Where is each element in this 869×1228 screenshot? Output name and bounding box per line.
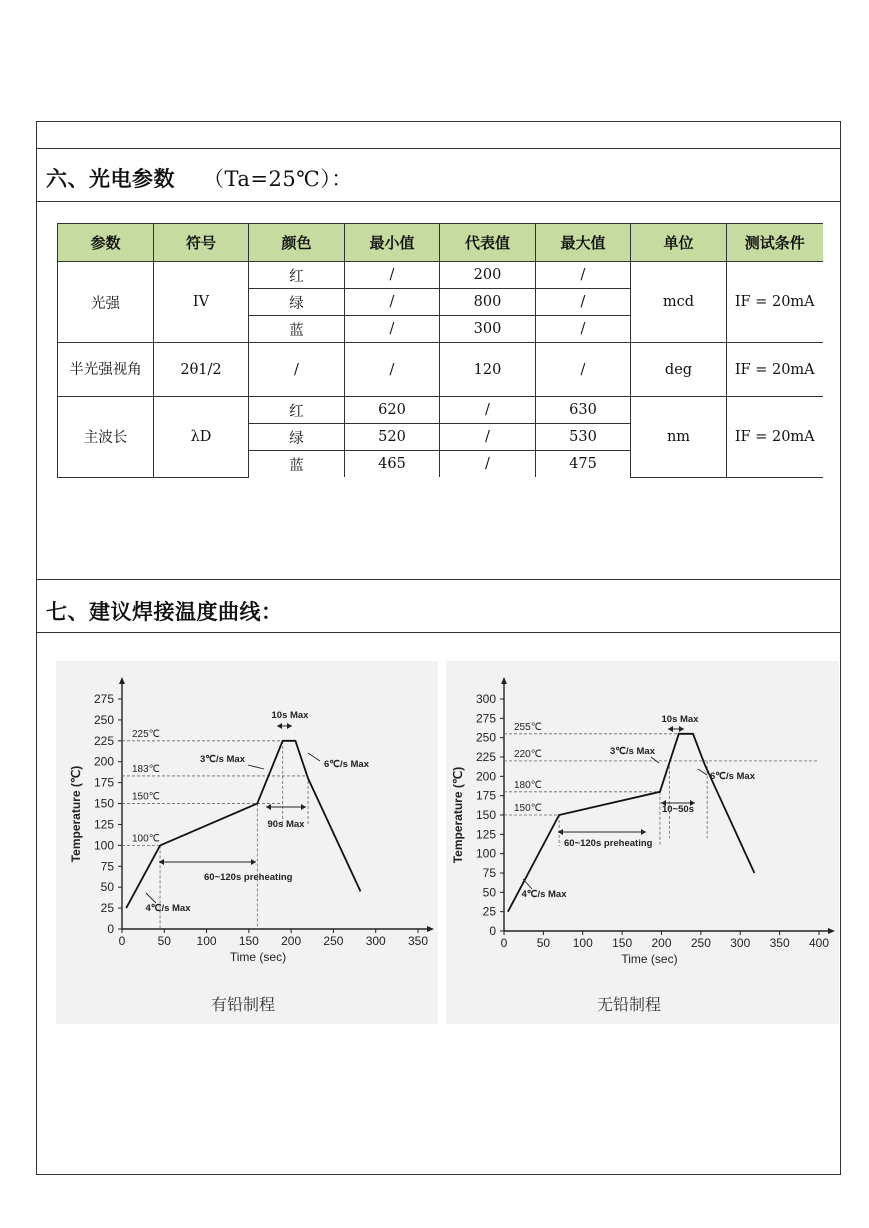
divider [36, 579, 841, 580]
reference-label: 220℃ [514, 748, 542, 760]
col-header: 符号 [154, 224, 249, 262]
symbol-cell: λD [154, 397, 249, 478]
y-tick-label: 125 [475, 827, 496, 842]
param-cell: 光强 [58, 262, 154, 343]
reference-label: 225℃ [132, 728, 160, 740]
annotation-label: 3℃/s Max [610, 746, 655, 757]
chart-caption: 无铅制程 [597, 995, 662, 1014]
condition-cell: IF = 20mA [727, 343, 823, 397]
y-axis-label: Temperature (℃) [451, 766, 465, 864]
x-tick-label: 200 [281, 934, 302, 948]
annotation-label: 10s Max [271, 710, 309, 721]
y-tick-label: 150 [475, 808, 496, 822]
x-tick-label: 50 [157, 934, 171, 948]
y-tick-label: 100 [475, 846, 496, 861]
y-tick-label: 75 [100, 859, 114, 874]
col-header: 单位 [631, 224, 727, 262]
x-tick-label: 250 [690, 936, 711, 950]
y-tick-label: 275 [475, 711, 496, 726]
col-header: 代表值 [440, 224, 536, 262]
section-title: 七、建议焊接温度曲线： [46, 600, 283, 624]
x-axis-arrow-icon [828, 928, 835, 934]
test-condition: （Ta=25℃）： [203, 167, 353, 191]
annotation-label: 10~50s [662, 804, 694, 815]
annotation-arrow [308, 753, 320, 761]
annotation-arrow [698, 769, 707, 775]
reference-label: 100℃ [132, 833, 160, 845]
table-row [58, 397, 823, 424]
max-cell: / [536, 262, 631, 289]
annotation-label: 4℃/s Max [521, 889, 567, 900]
y-tick-label: 175 [475, 788, 496, 803]
y-tick-label: 300 [475, 692, 496, 706]
x-tick-label: 300 [730, 936, 751, 950]
min-cell: 465 [345, 451, 440, 478]
min-cell: / [345, 343, 440, 397]
annotation-arrow [248, 765, 264, 769]
y-tick-label: 200 [475, 769, 496, 784]
y-tick-label: 25 [482, 904, 496, 919]
section-heading-soldering [46, 596, 283, 626]
annotation-arrow [146, 893, 156, 903]
unit-cell: nm [631, 397, 727, 478]
x-tick-label: 100 [196, 934, 217, 948]
section-heading-photoelectric [46, 163, 353, 193]
symbol-cell: 2θ1/2 [154, 343, 249, 397]
table-header-row [58, 224, 823, 262]
annotation-label: 4℃/s Max [145, 903, 191, 914]
min-cell: / [345, 316, 440, 343]
color-cell: 绿 [249, 424, 345, 451]
y-tick-label: 125 [93, 817, 114, 832]
param-cell: 主波长 [58, 397, 154, 478]
y-tick-label: 50 [482, 885, 496, 900]
leaded-reflow-chart [56, 661, 438, 1024]
color-cell: 红 [249, 397, 345, 424]
annotation-arrow [523, 879, 532, 889]
x-axis-label: Time (sec) [229, 950, 287, 964]
col-header: 颜色 [249, 224, 345, 262]
y-tick-label: 0 [489, 924, 496, 938]
annotation-label: 60~120s preheating [564, 838, 653, 849]
y-tick-label: 75 [482, 866, 496, 880]
x-axis-label: Time (sec) [621, 952, 678, 966]
y-tick-label: 100 [93, 838, 114, 853]
param-cell: 半光强视角 [58, 343, 154, 397]
y-tick-label: 0 [107, 922, 114, 936]
typ-cell: / [440, 451, 536, 478]
col-header: 测试条件 [727, 224, 823, 262]
x-tick-label: 200 [651, 936, 672, 950]
section-title: 六、光电参数 [46, 167, 175, 191]
x-tick-label: 100 [572, 936, 593, 950]
y-axis-label: Temperature (℃) [69, 765, 83, 863]
typ-cell: / [440, 424, 536, 451]
table-row [58, 343, 823, 397]
divider [36, 148, 841, 149]
annotation-label: 90s Max [267, 819, 305, 830]
y-tick-label: 200 [93, 754, 114, 769]
annotation-label: 60~120s preheating [204, 872, 293, 883]
x-tick-label: 350 [407, 934, 429, 948]
min-cell: / [345, 289, 440, 316]
min-cell: 520 [345, 424, 440, 451]
condition-cell: IF = 20mA [727, 262, 823, 343]
reference-label: 183℃ [132, 763, 160, 775]
y-tick-label: 175 [93, 775, 114, 790]
unit-cell: mcd [631, 262, 727, 343]
annotation-label: 6℃/s Max [710, 771, 755, 782]
reference-label: 255℃ [514, 721, 542, 733]
annotation-arrow [651, 757, 659, 763]
condition-cell: IF = 20mA [727, 397, 823, 478]
max-cell: 475 [536, 451, 631, 478]
typ-cell: 120 [440, 343, 536, 397]
chart-caption: 有铅制程 [211, 995, 276, 1014]
x-axis-arrow-icon [427, 926, 434, 932]
y-tick-label: 225 [93, 733, 114, 748]
color-cell: / [249, 343, 345, 397]
symbol-cell: IV [154, 262, 249, 343]
y-tick-label: 225 [475, 750, 496, 764]
leaded-profile-panel [56, 661, 438, 1024]
x-tick-label: 50 [536, 936, 551, 950]
leadfree-profile-panel [446, 661, 839, 1024]
typ-cell: 300 [440, 316, 536, 343]
max-cell: / [536, 343, 631, 397]
typ-cell: / [440, 397, 536, 424]
divider [36, 201, 841, 202]
x-tick-label: 300 [365, 934, 386, 948]
max-cell: 630 [536, 397, 631, 424]
annotation-label: 3℃/s Max [200, 754, 245, 765]
unit-cell: deg [631, 343, 727, 397]
color-cell: 绿 [249, 289, 345, 316]
typ-cell: 200 [440, 262, 536, 289]
divider [36, 632, 841, 633]
reference-label: 150℃ [514, 803, 542, 814]
col-header: 最大值 [536, 224, 631, 262]
min-cell: 620 [345, 397, 440, 424]
x-tick-label: 0 [500, 936, 508, 950]
y-tick-label: 275 [93, 692, 114, 706]
annotation-label: 10s Max [661, 714, 699, 725]
y-tick-label: 250 [475, 730, 496, 745]
max-cell: / [536, 316, 631, 343]
color-cell: 蓝 [249, 316, 345, 343]
max-cell: / [536, 289, 631, 316]
col-header: 参数 [58, 224, 154, 262]
x-tick-label: 250 [323, 934, 344, 948]
leadfree-reflow-chart [446, 661, 839, 1024]
y-tick-label: 250 [93, 712, 114, 727]
y-tick-label: 50 [100, 880, 114, 895]
typ-cell: 800 [440, 289, 536, 316]
max-cell: 530 [536, 424, 631, 451]
min-cell: / [345, 262, 440, 289]
table-row [58, 262, 823, 289]
x-tick-label: 150 [238, 934, 259, 948]
reference-label: 180℃ [514, 779, 542, 791]
y-axis-arrow-icon [119, 677, 125, 684]
photoelectric-parameters-table [57, 223, 823, 478]
y-tick-label: 25 [100, 901, 114, 916]
annotation-label: 6℃/s Max [324, 759, 369, 770]
x-tick-label: 350 [769, 936, 790, 950]
x-tick-label: 400 [808, 936, 830, 950]
color-cell: 红 [249, 262, 345, 289]
x-tick-label: 0 [118, 934, 126, 948]
x-tick-label: 150 [612, 936, 633, 950]
y-axis-arrow-icon [501, 677, 507, 684]
col-header: 最小值 [345, 224, 440, 262]
y-tick-label: 150 [93, 796, 114, 811]
color-cell: 蓝 [249, 451, 345, 478]
reference-label: 150℃ [132, 791, 160, 803]
